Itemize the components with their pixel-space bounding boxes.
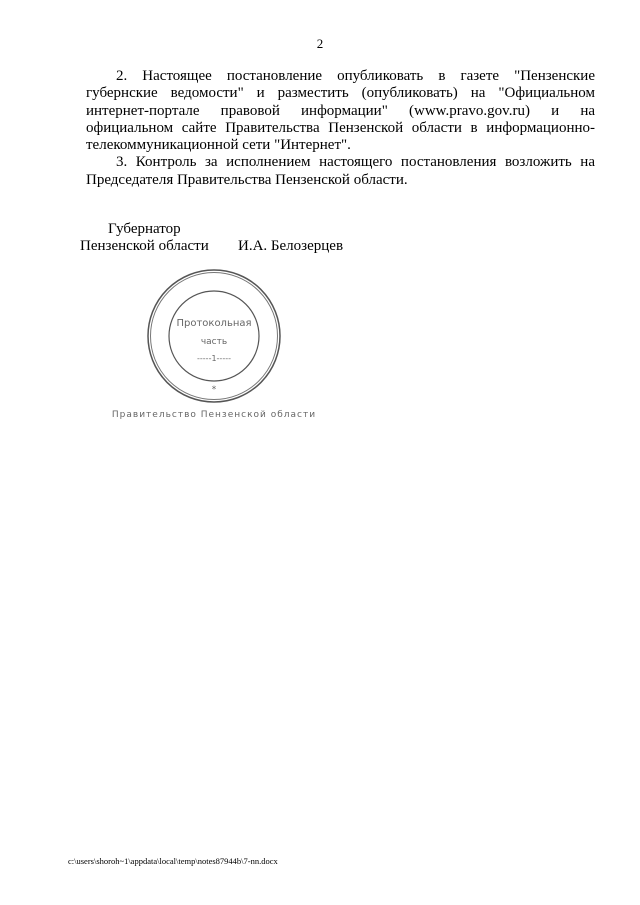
- document-body: [86, 68, 595, 189]
- official-stamp: [144, 266, 284, 406]
- stamp-ring-text: Правительство Пензенской области: [111, 410, 317, 420]
- stamp-star: *: [211, 385, 217, 395]
- paragraph-3: 3. Контроль за исполнением настоящего постановления возложить на Председателя Правительства Пензенской области.: [86, 154, 595, 188]
- signature-name: И.А. Белозерцев: [238, 238, 344, 254]
- file-path-footer: c:\users\shoroh~1\appdata\local\temp\notes87944b\7-nn.docx: [68, 856, 278, 866]
- stamp-line2: часть: [200, 337, 228, 347]
- stamp-line3: -----1-----: [197, 354, 231, 363]
- signature-title-line2: Пензенской области: [80, 238, 209, 254]
- stamp-outer-ring: [148, 270, 280, 402]
- paragraph-2: 2. Настоящее постановление опубликовать в газете "Пензенские губернские ведомости" и разместить (опубликовать) на "Официальном интернет-портале правовой информации" (www.pravo.gov.ru) и на официальном сайте Правительства Пензенской области в информационно-телекоммуникационной сети "Интернет".: [86, 68, 595, 154]
- stamp-inner-ring: [169, 291, 259, 381]
- signature-title-line1: Губернатор: [108, 221, 181, 237]
- page-number: 2: [316, 36, 324, 51]
- stamp-line1: Протокольная: [176, 318, 252, 329]
